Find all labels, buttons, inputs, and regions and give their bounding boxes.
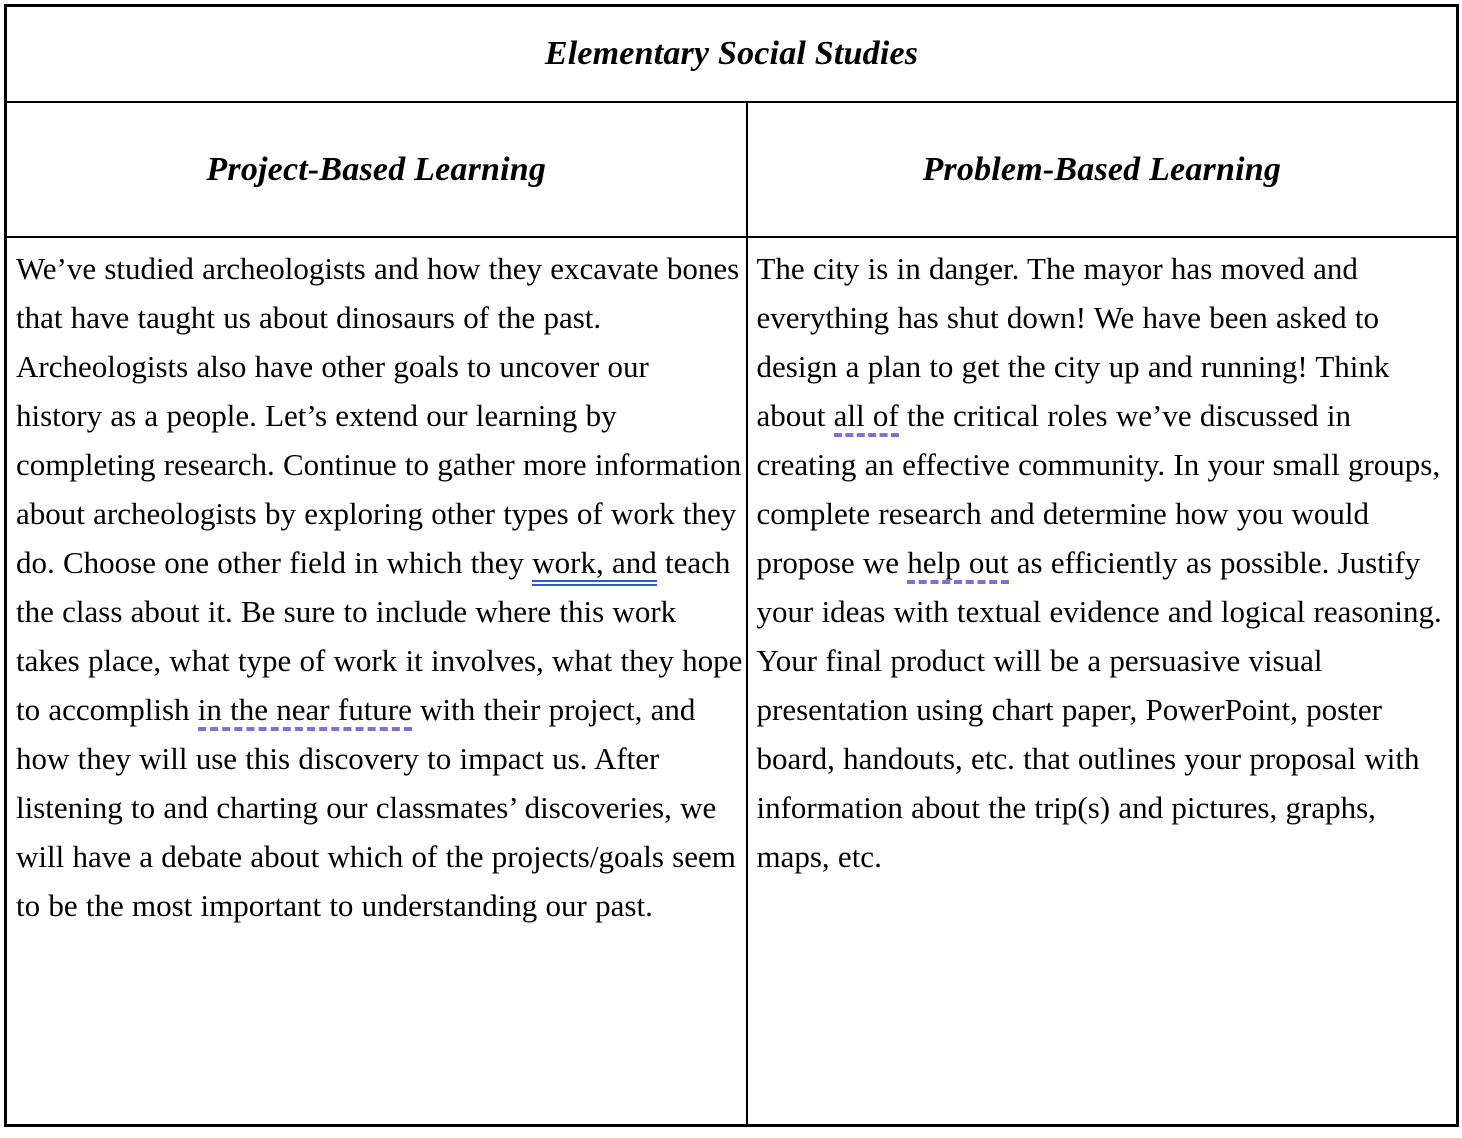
- project-based-description-cell: [6, 237, 747, 1126]
- text-run: We’ve studied archeologists and how they excavate bones that have taught us about dinosaurs of the past. Archeologists also have other goals to uncover our history as a people. Let’s extend our learning by completing research. Continue to gather more information about archeologists by exploring other types of work they do. Choose one other field in which they: [16, 251, 742, 580]
- column-header-problem-based: Problem-Based Learning: [922, 150, 1282, 188]
- problem-based-description-cell: [747, 237, 1458, 1126]
- suggestion-dashed-run: help out: [907, 545, 1008, 584]
- table-title-cell: [6, 6, 1458, 103]
- table-body-row: [6, 237, 1458, 1126]
- text-run: with their project, and how they will use this discovery to impact us. After listening to and charting our classmates’ discoveries, we will have a debate about which of the projects/goals seem to be the most important to understanding our past.: [16, 692, 736, 923]
- column-header-row: [6, 102, 1458, 237]
- text-run: as efficiently as possible. Justify your ideas with textual evidence and logical reasoning. Your final product will be a persuasive visual presentation using chart paper, PowerPoint, poster board, handouts, etc. that outlines your proposal with information about the trip(s) and pictures, graphs, maps, etc.: [756, 545, 1442, 874]
- page-title: Elementary Social Studies: [544, 35, 919, 72]
- learning-comparison-table: [4, 4, 1459, 1127]
- project-based-description: [8, 239, 745, 930]
- suggestion-dashed-run: all of: [834, 398, 899, 437]
- table-title-row: [6, 6, 1458, 103]
- column-header-project-based: Project-Based Learning: [206, 150, 547, 188]
- grammar-double-run: work, and: [532, 545, 656, 586]
- text-run: the critical roles we’ve discussed in creating an effective community. In your small groups, complete research and determine how you would propose we: [756, 398, 1441, 580]
- text-run: The city is in danger. The mayor has moved and everything has shut down! We have been asked to design a plan to get the city up and running! Think about: [756, 251, 1390, 433]
- problem-based-description: [749, 239, 1456, 881]
- column-header-cell-project-based: [6, 102, 747, 237]
- suggestion-dashed-run: in the near future: [198, 692, 412, 731]
- text-run: teach the class about it. Be sure to include where this work takes place, what type of work it involves, what they hope to accomplish: [16, 545, 743, 727]
- column-header-cell-problem-based: [747, 102, 1458, 237]
